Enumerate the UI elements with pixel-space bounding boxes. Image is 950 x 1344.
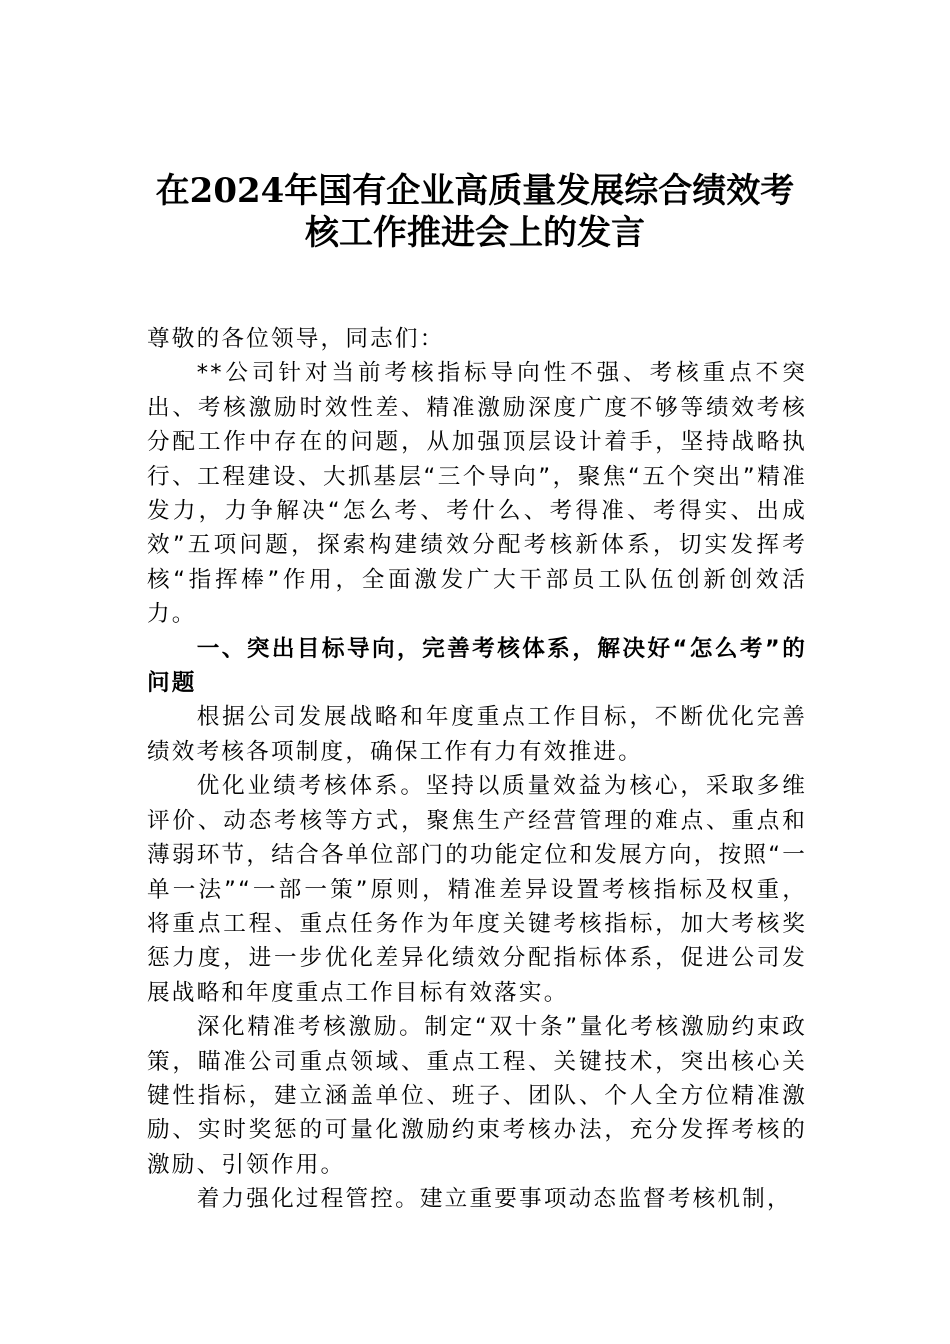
- body-paragraph: 优化业绩考核体系。坚持以质量效益为核心，采取多维评价、动态考核等方式，聚焦生产经营管理的难点、重点和薄弱环节，结合各单位部门的功能定位和发展方向，按照“一单一法”“一部一策”原则，精准差异设置考核指标及权重，将重点工程、重点任务作为年度关键考核指标，加大考核奖惩力度，进一步优化差异化绩效分配指标体系，促进公司发展战略和年度重点工作目标有效落实。: [147, 773, 807, 1006]
- body-paragraph: 深化精准考核激励。制定“双十条”量化考核激励约束政策，瞄准公司重点领域、重点工程、关键技术，突出核心关键性指标，建立涵盖单位、班子、团队、个人全方位精准激励、实时奖惩的可量化激励约束考核办法，充分发挥考核的激励、引领作用。: [147, 1014, 807, 1178]
- salutation: 尊敬的各位领导，同志们：: [147, 326, 445, 352]
- section-heading-1: 一、突出目标导向，完善考核体系，解决好“怎么考”的问题: [147, 635, 807, 697]
- intro-paragraph: **公司针对当前考核指标导向性不强、考核重点不突出、考核激励时效性差、精准激励深度广度不够等绩效考核分配工作中存在的问题，从加强顶层设计着手，坚持战略执行、工程建设、大抓基层“三个导向”，聚焦“五个突出”精准发力，力争解决“怎么考、考什么、考得准、考得实、出成效”五项问题，探索构建绩效分配考核新体系，切实发挥考核“指挥棒”作用，全面激发广大干部员工队伍创新创效活力。: [147, 360, 807, 628]
- body-paragraph: 着力强化过程管控。建立重要事项动态监督考核机制，: [196, 1186, 792, 1213]
- document-title-line-1: 在2024年国有企业高质量发展综合绩效考: [155, 171, 795, 211]
- body-paragraph: 根据公司发展战略和年度重点工作目标，不断优化完善绩效考核各项制度，确保工作有力有效推进。: [147, 704, 807, 765]
- document-body: [147, 322, 807, 1217]
- document-title-line-2: 核工作推进会上的发言: [305, 213, 645, 253]
